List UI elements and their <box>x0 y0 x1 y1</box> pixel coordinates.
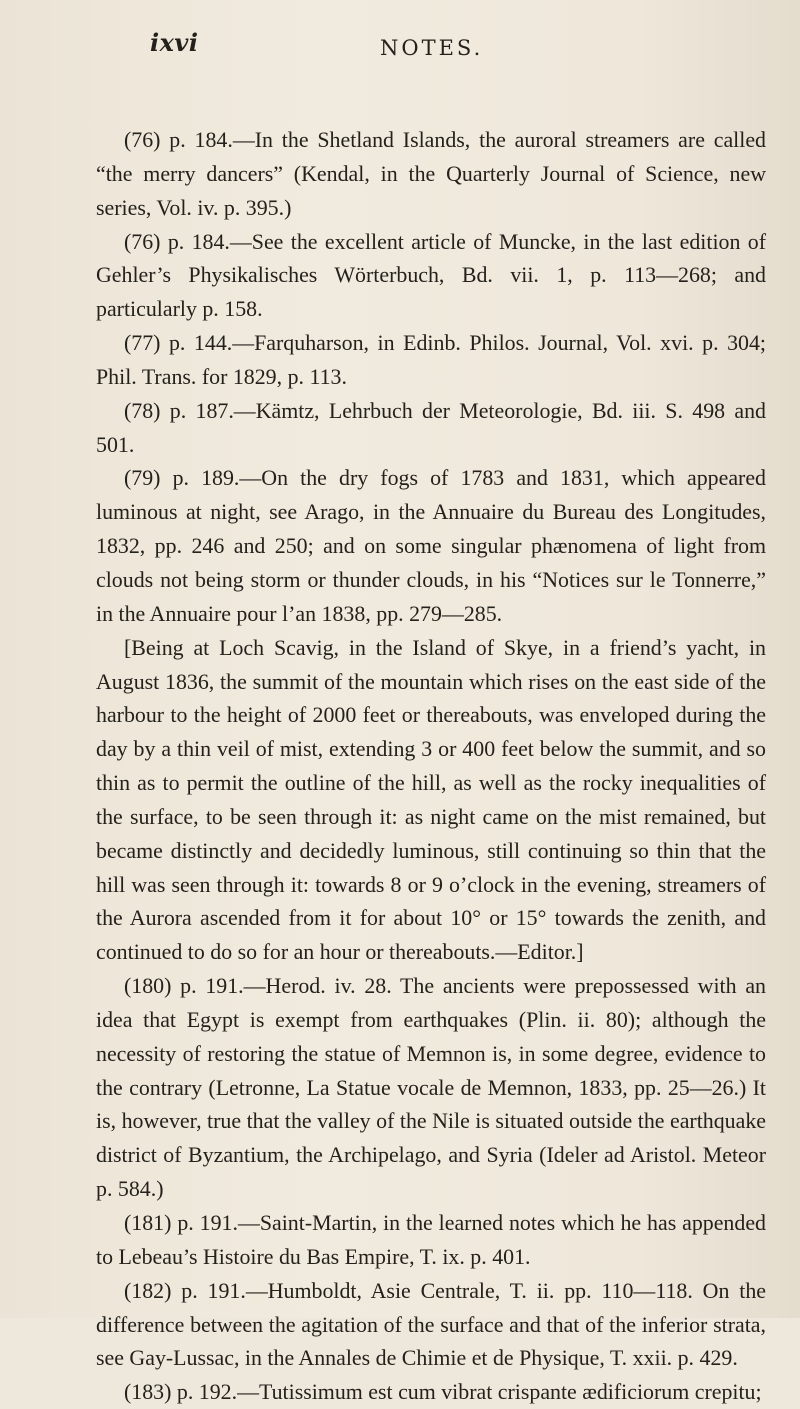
editor-note-paragraph: [Being at Loch Scavig, in the Island of Skye, in a friend’s yacht, in August 1836, the summit of the mountain which rises on the east side of the harbour to the height of 2000 feet or thereabouts, was enveloped during the day by a thin veil of mist, extending 3 or 400 feet below the summit, and so thin as to permit the outline of the hill, as well as the rocky inequalities of the surface, to be seen through it: as night came on the mist remained, but became distinctly and decidedly luminous, still continuing so thin that the hill was seen through it: towards 8 or 9 o’clock in the evening, streamers of the Aurora ascended from it for about 10° or 15° towards the zenith, and continued to do so for an hour or thereabouts.—Editor.] <box>96 634 766 965</box>
notes-body <box>96 123 766 1409</box>
note-paragraph: (182) p. 191.—Humboldt, Asie Centrale, T. ii. pp. 110—118. On the difference between the agitation of the surface and that of the inferior strata, see Gay-Lussac, in the Annales de Chimie et de Physique, T. xxii. p. 429. <box>96 1277 766 1371</box>
note-paragraph: (76) p. 184.—In the Shetland Islands, the auroral streamers are called “the merry dancers” (Kendal, in the Quarterly Journal of Science, new series, Vol. iv. p. 395.) <box>96 127 766 220</box>
note-paragraph: (79) p. 189.—On the dry fogs of 1783 and 1831, which appeared luminous at night, see Arago, in the Annuaire du Bureau des Longitudes, 1832, pp. 246 and 250; and on some singular phænomena of light from clouds not being storm or thunder clouds, in his “Notices sur le Tonnerre,” in the Annuaire pour l’an 1838, pp. 279—285. <box>96 465 766 626</box>
note-paragraph: (183) p. 192.—Tutissimum est cum vibrat crispante ædificiorum crepitu; <box>124 1379 762 1405</box>
running-head: NOTES. <box>380 36 484 60</box>
note-paragraph: (181) p. 191.—Saint-Martin, in the learned notes which he has appended to Lebeau’s Histoire du Bas Empire, T. ix. p. 401. <box>96 1210 766 1269</box>
page-number: ixvi <box>150 28 199 57</box>
note-paragraph: (76) p. 184.—See the excellent article of Muncke, in the last edition of Gehler’s Physikalisches Wörterbuch, Bd. vii. 1, p. 113—268; and particularly p. 158. <box>96 228 766 322</box>
note-paragraph: (77) p. 144.—Farquharson, in Edinb. Philos. Journal, Vol. xvi. p. 304; Phil. Trans. for 1829, p. 113. <box>96 330 766 389</box>
page-header <box>0 22 800 72</box>
note-paragraph: (180) p. 191.—Herod. iv. 28. The ancients were prepossessed with an idea that Egypt is exempt from earthquakes (Plin. ii. 80); although the necessity of restoring the statue of Memnon is, in some degree, evidence to the contrary (Letronne, La Statue vocale de Memnon, 1833, pp. 25—26.) It is, however, true that the valley of the Nile is situated outside the earthquake district of Byzantium, the Archipelago, and Syria (Ideler ad Aristol. Meteor p. 584.) <box>96 973 766 1202</box>
note-paragraph: (78) p. 187.—Kämtz, Lehrbuch der Meteorologie, Bd. iii. S. 498 and 501. <box>96 397 766 457</box>
